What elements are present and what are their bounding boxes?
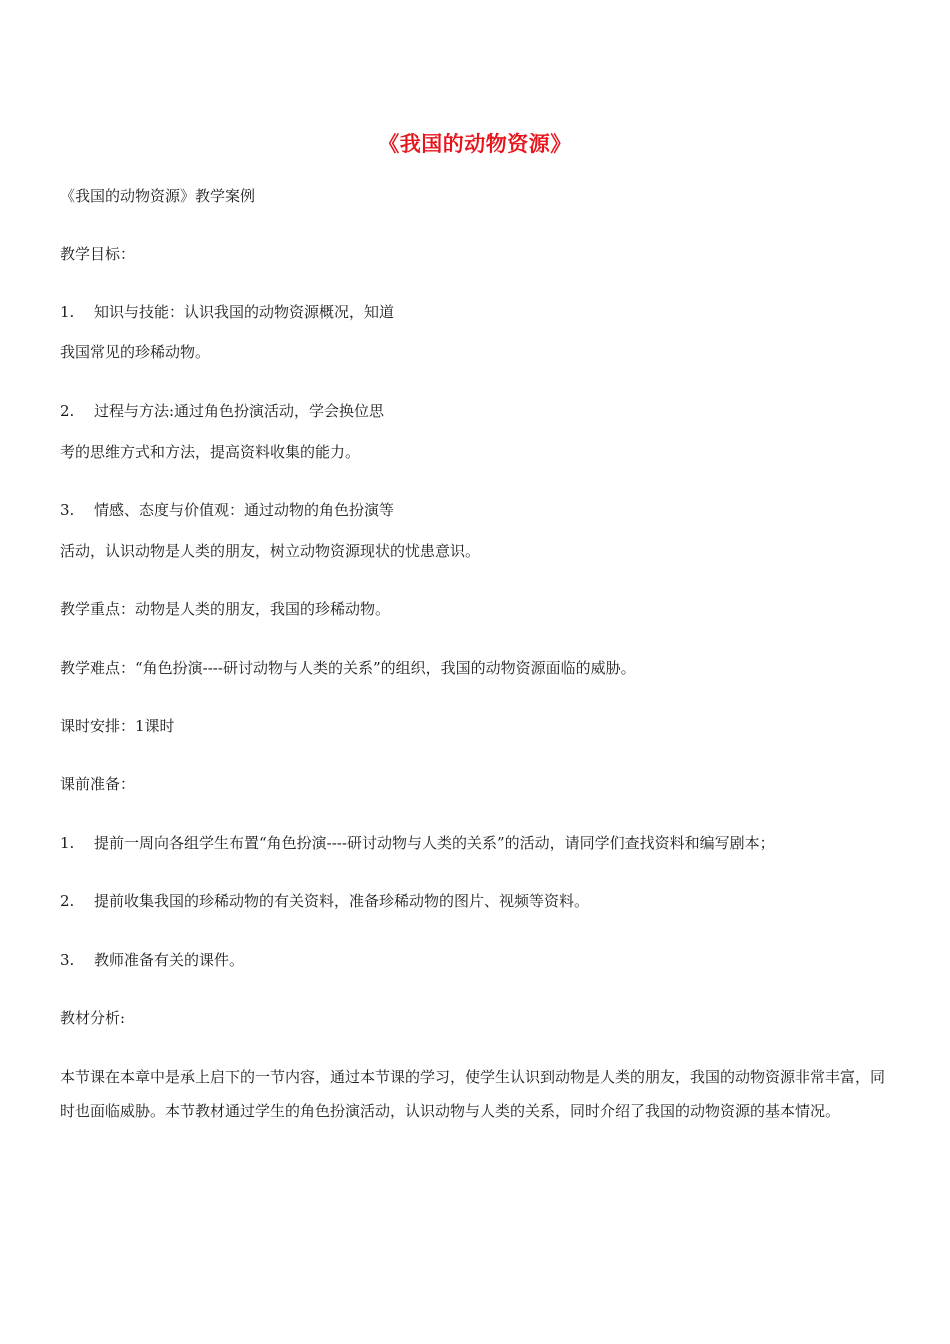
document-subtitle: 《我国的动物资源》教学案例	[60, 187, 256, 205]
key-point: 教学重点：动物是人类的朋友，我国的珍稀动物。	[60, 600, 391, 618]
preparation-item-3-text: 教师准备有关的课件。	[94, 951, 245, 969]
analysis-paragraph: 本节课在本章中是承上启下的一节内容，通过本节课的学习，使学生认识到动物是人类的朋友，我国的动物资源非常丰富，同时也面临威胁。本节教材通过学生的角色扮演活动，认识动物与人类的关系，同时介绍了我国的动物资源的基本情况。	[60, 1068, 886, 1120]
objective-item-2-text: 过程与方法:通过角色扮演活动，学会换位思	[94, 402, 385, 420]
preparation-item-1	[60, 833, 775, 853]
preparation-heading: 课前准备：	[60, 775, 136, 793]
analysis-heading: 教材分析:	[60, 1009, 126, 1027]
objective-item-1-line1	[60, 302, 394, 322]
schedule: 课时安排：1课时	[60, 717, 175, 735]
preparation-item-2-text: 提前收集我国的珍稀动物的有关资料，准备珍稀动物的图片、视频等资料。	[94, 892, 590, 910]
objective-item-1-text: 知识与技能：认识我国的动物资源概况，知道	[94, 303, 395, 321]
objective-item-3-line1	[60, 500, 394, 520]
preparation-item-1-number: 1.	[60, 834, 75, 852]
objective-item-2-line1	[60, 401, 384, 421]
preparation-item-1-text: 提前一周向各组学生布置“角色扮演----研讨动物与人类的关系”的活动，请同学们查找资料和编写剧本；	[94, 834, 775, 852]
preparation-item-2-number: 2.	[60, 892, 75, 910]
preparation-item-2	[60, 891, 589, 911]
objective-item-2-line2: 考的思维方式和方法，提高资料收集的能力。	[60, 443, 361, 461]
preparation-item-3	[60, 950, 244, 970]
objective-item-3-number: 3.	[60, 501, 75, 519]
objectives-heading: 教学目标：	[60, 245, 136, 263]
document-title: 《我国的动物资源》	[378, 132, 572, 156]
preparation-item-3-number: 3.	[60, 951, 75, 969]
objective-item-3-line2: 活动，认识动物是人类的朋友，树立动物资源现状的忧患意识。	[60, 542, 481, 560]
objective-item-1-line2: 我国常见的珍稀动物。	[60, 343, 211, 361]
objective-item-2-number: 2.	[60, 402, 75, 420]
objective-item-3-text: 情感、态度与价值观：通过动物的角色扮演等	[94, 501, 395, 519]
difficulty: 教学难点：“角色扮演----研讨动物与人类的关系”的组织，我国的动物资源面临的威胁。	[60, 659, 636, 677]
objective-item-1-number: 1.	[60, 303, 75, 321]
